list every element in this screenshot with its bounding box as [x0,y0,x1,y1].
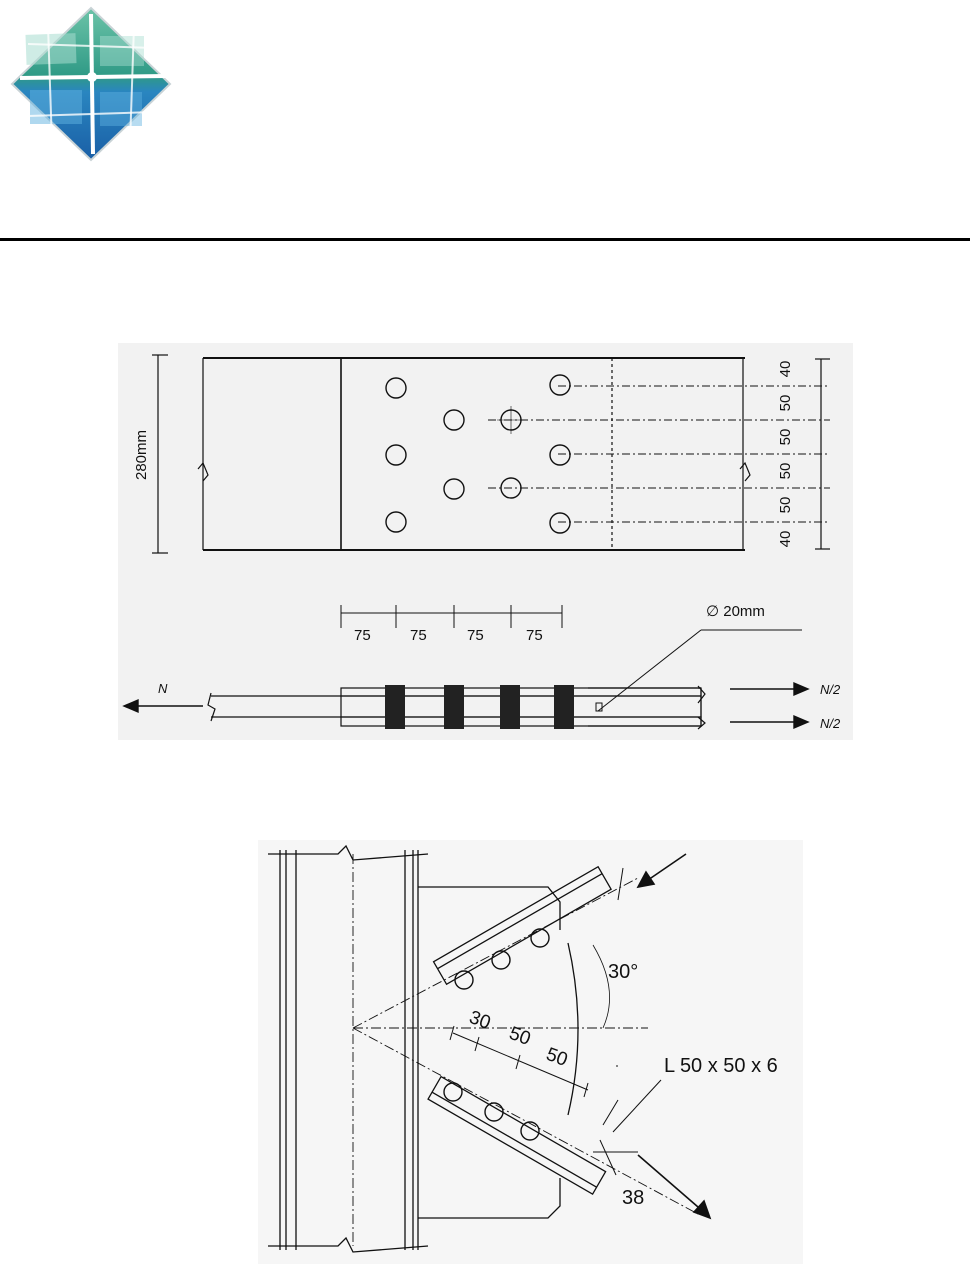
header-rule [0,238,970,241]
edge-dim-4: 50 [777,462,794,480]
pitch-dim-3: 75 [467,627,484,644]
bolt-diameter-label: ∅ 20mm [706,603,765,620]
pitch-dim-4: 75 [526,627,543,644]
spacing-label-3: 50 [543,1043,571,1071]
edge-dim-1: 40 [777,360,794,378]
splice-plan-figure [118,343,853,740]
force-right-bottom-label: N/2 [820,716,841,731]
edge-dim-5: 50 [777,496,794,514]
force-left-label: N [158,681,168,696]
edge-dim-6: 40 [777,530,794,548]
spacing-label-2: 50 [506,1022,534,1050]
spacing-label-1: 30 [466,1006,494,1034]
force-right-top-label: N/2 [820,682,841,697]
pitch-dim-2: 75 [410,627,427,644]
angle-label: 30° [608,961,639,983]
gusset-connection-figure [258,840,803,1264]
edge-dim-3: 50 [777,428,794,446]
edge-dim-2: 50 [777,394,794,412]
gauge-label: 38 [622,1187,645,1209]
pitch-dim-1: 75 [354,627,371,644]
height-label: 280mm [133,429,150,481]
diamond-logo [8,4,174,164]
section-label: L 50 x 50 x 6 [664,1055,778,1077]
